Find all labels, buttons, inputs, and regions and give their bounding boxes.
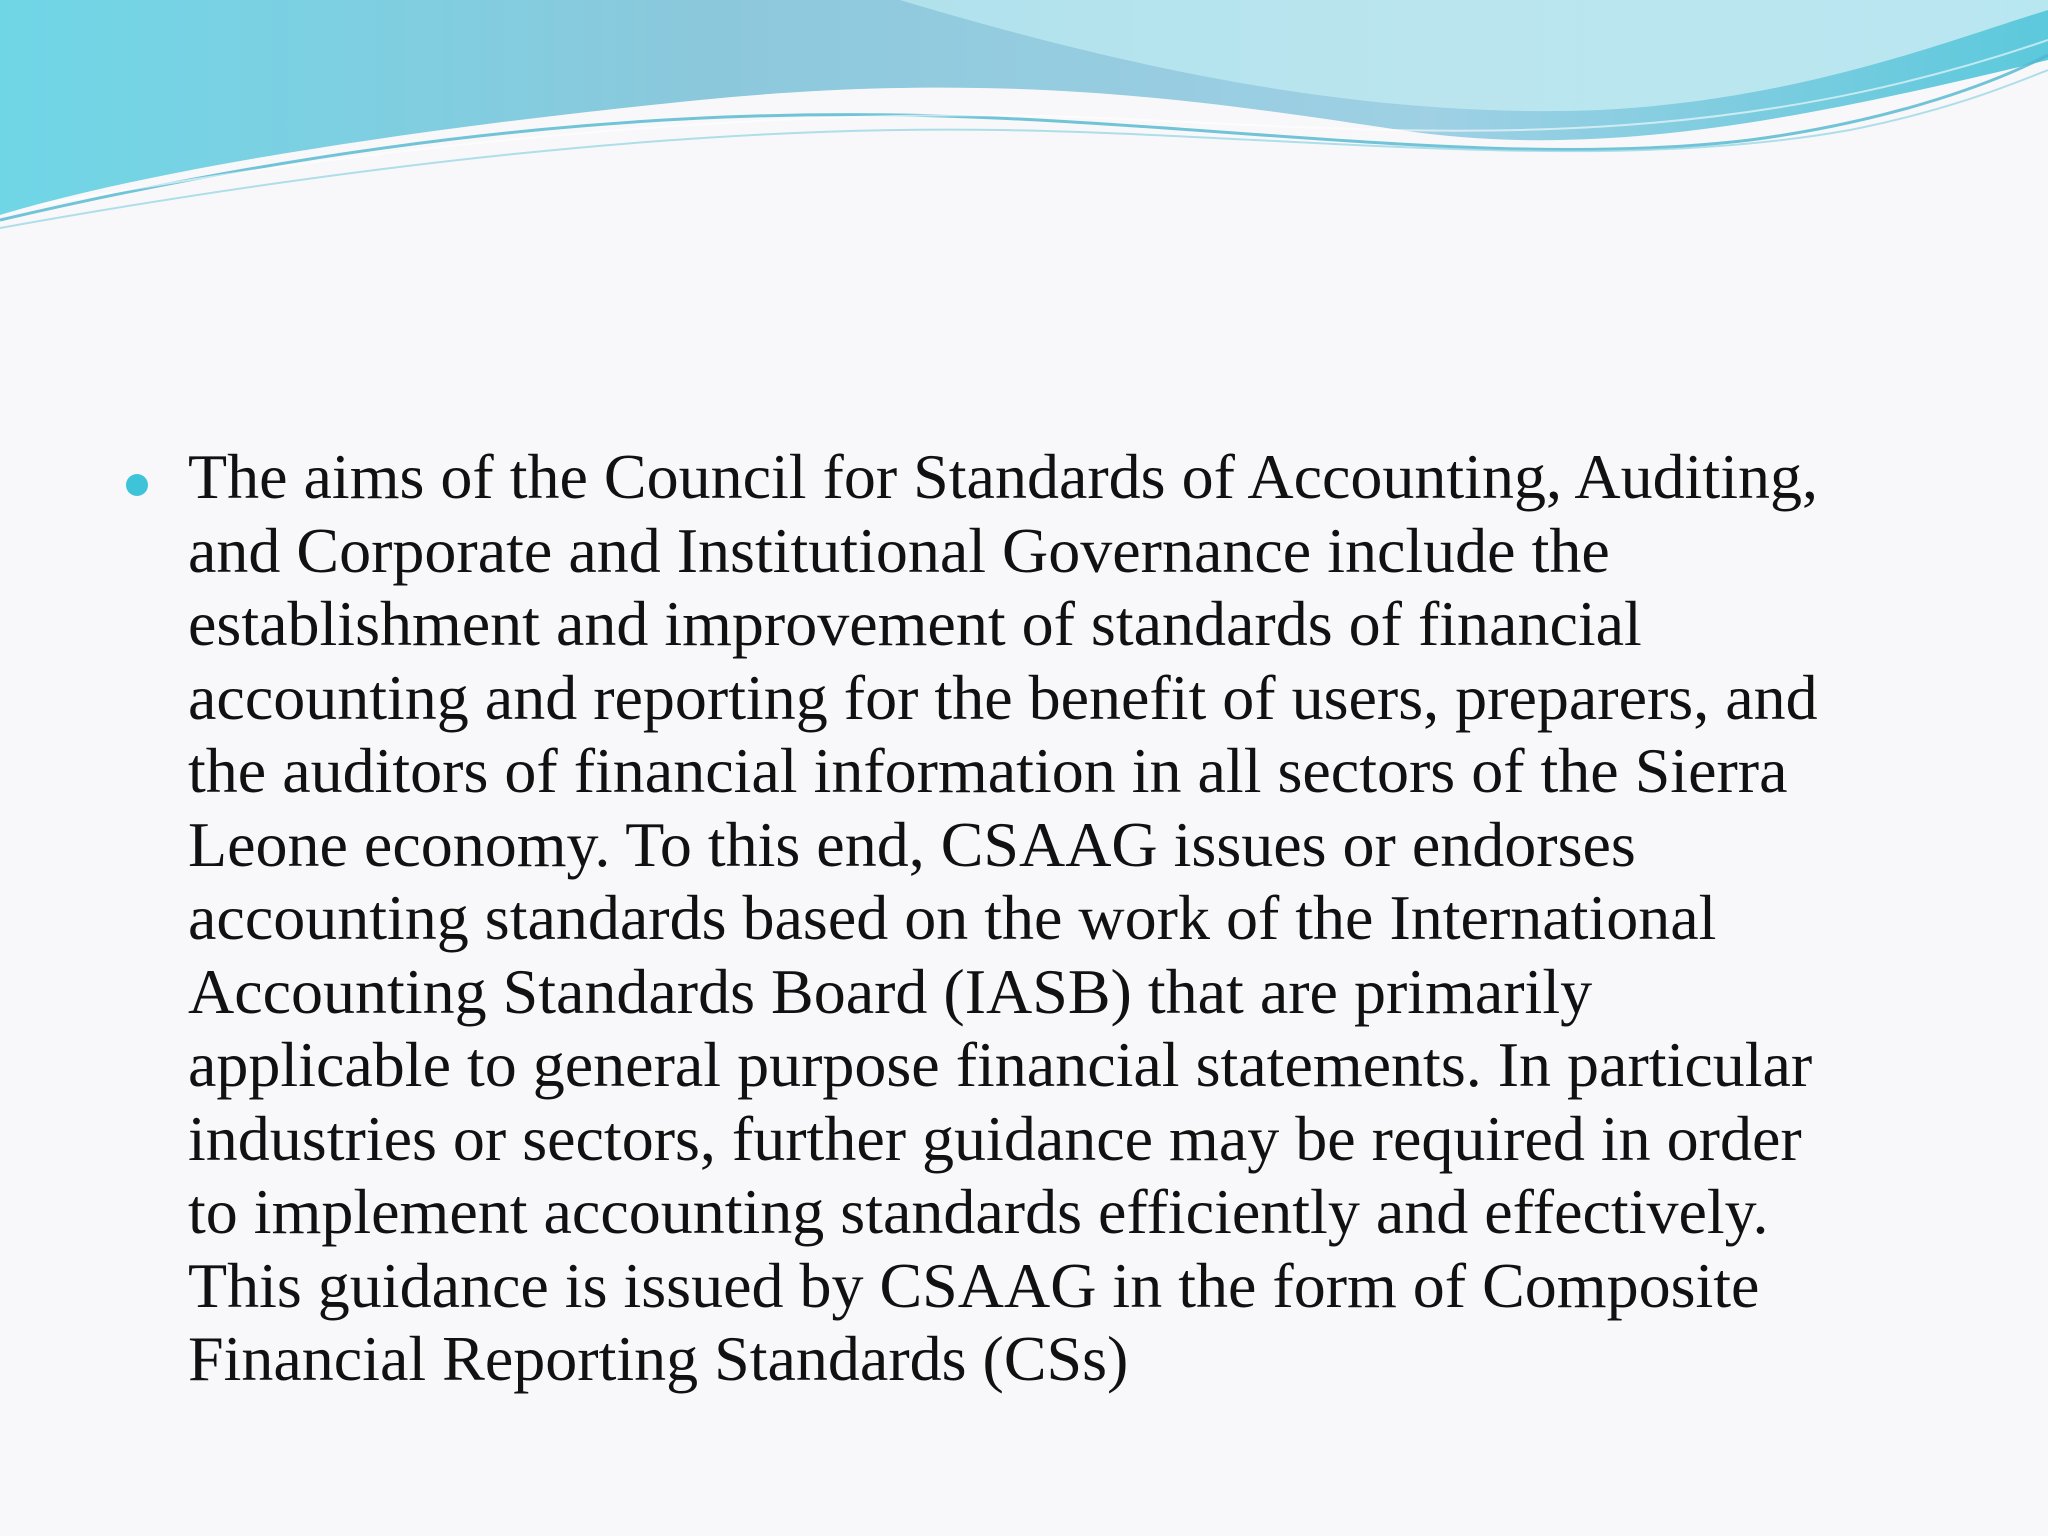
bullet-item bbox=[120, 440, 1950, 1396]
slide-body bbox=[120, 440, 1950, 1396]
bullet-dot-icon bbox=[126, 474, 148, 496]
header-wave-decoration bbox=[0, 0, 2048, 240]
bullet-text: The aims of the Council for Standards of Accounting, Auditing, and Corporate and Institutional Governance include the establishment and improvement of standards of financial accounting and reporting for the benefit of users, preparers, and the auditors of financial information in all sectors of the Sierra Leone economy. To this end, CSAAG issues or endorses accounting standards based on the work of the International Accounting Standards Board (IASB) that are primarily applicable to general purpose financial statements. In particular industries or sectors, further guidance may be required in order to implement accounting standards efficiently and effectively. This guidance is issued by CSAAG in the form of Composite Financial Reporting Standards (CSs) bbox=[188, 441, 1818, 1394]
